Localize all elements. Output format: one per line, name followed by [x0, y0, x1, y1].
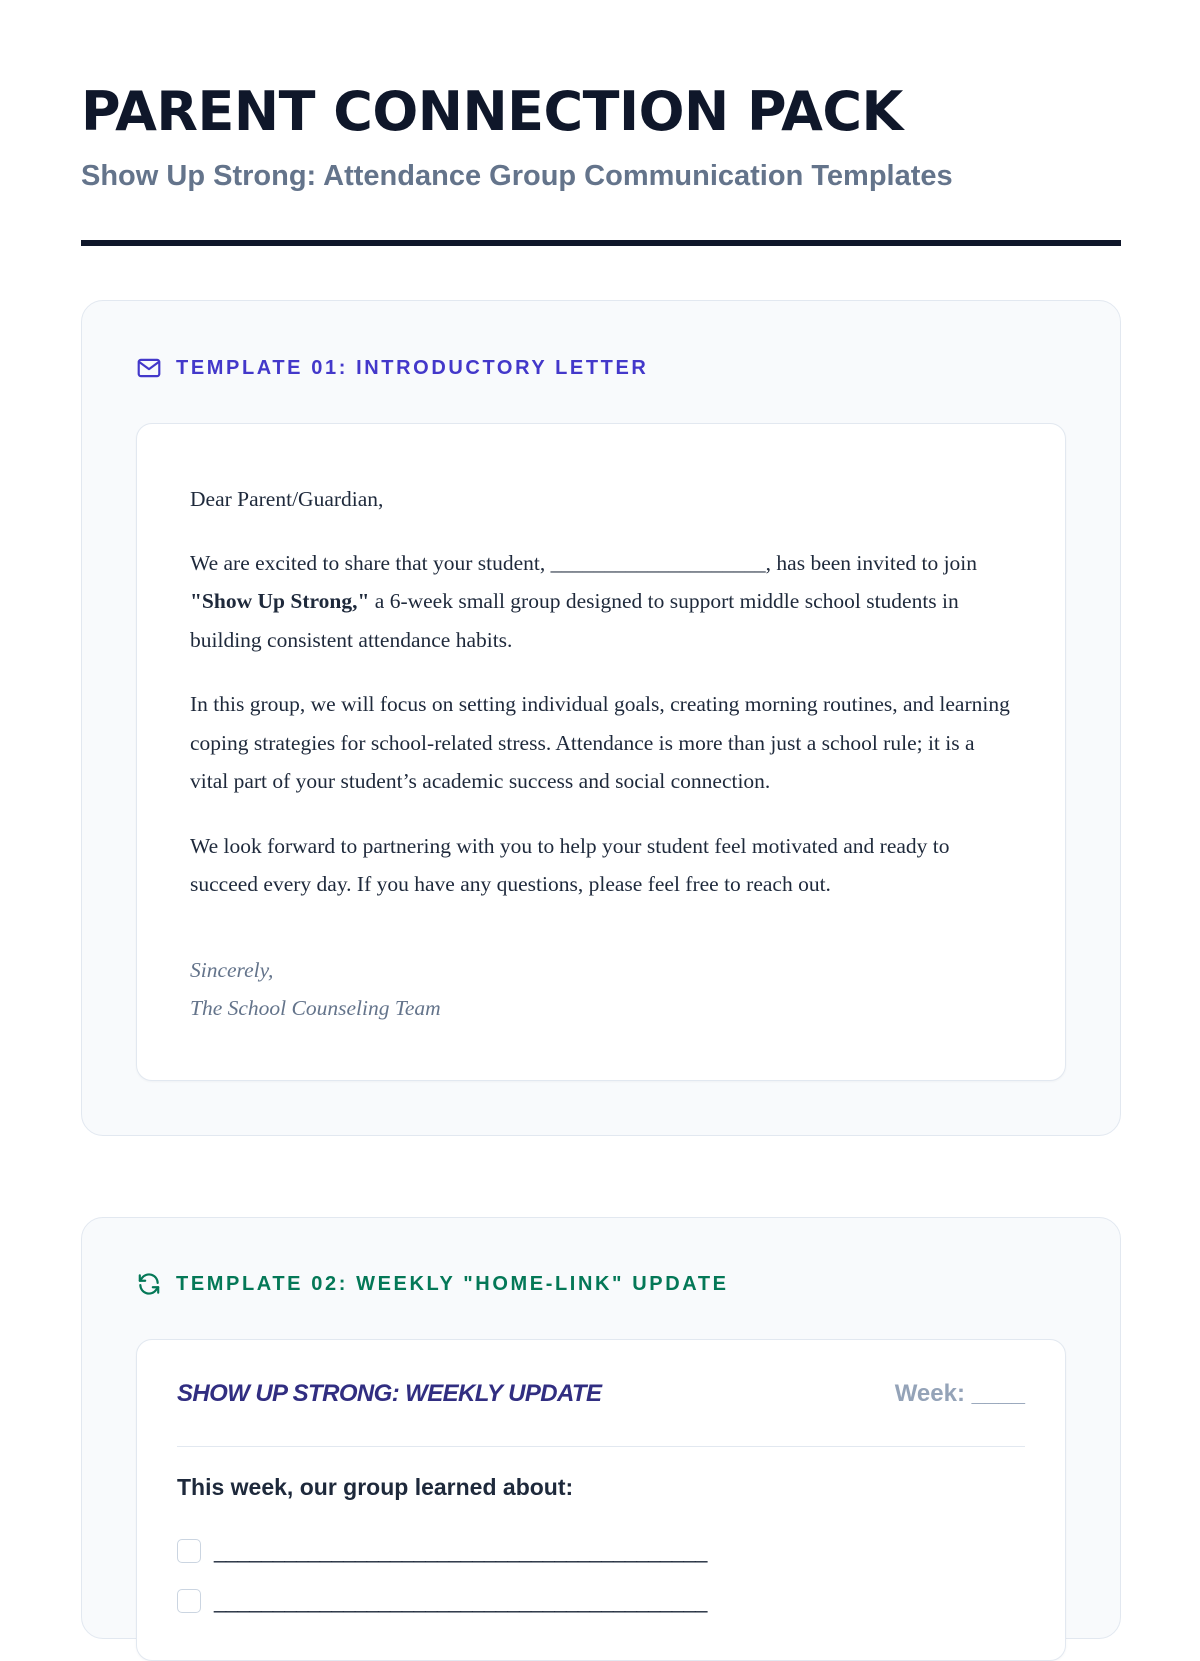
page-title: PARENT CONNECTION PACK	[81, 80, 903, 143]
learned-item	[177, 1538, 707, 1564]
template-01-section	[81, 300, 1121, 1136]
letter-paragraph-3: We look forward to partnering with you to help your student feel motivated and ready to succeed every day. If you have any questions, please feel free to reach out.	[190, 833, 950, 896]
envelope-icon	[136, 355, 162, 381]
learned-item-checkbox[interactable]	[177, 1539, 201, 1563]
title-divider	[81, 240, 1121, 246]
refresh-icon	[136, 1271, 162, 1297]
letter-paragraph-1	[190, 544, 1010, 660]
week-number-field[interactable]: Week: ____	[894, 1380, 1025, 1407]
letter-signature: The School Counseling Team	[190, 996, 441, 1020]
letter-closing: Sincerely,	[190, 957, 274, 982]
learned-item	[177, 1588, 707, 1614]
letter-greeting: Dear Parent/Guardian,	[190, 487, 384, 511]
letter-card	[136, 423, 1066, 1081]
learned-item-checkbox[interactable]	[177, 1589, 201, 1613]
weekly-update-card	[136, 1339, 1066, 1661]
weekly-update-title: SHOW UP STRONG: WEEKLY UPDATE	[177, 1380, 602, 1407]
learned-about-label: This week, our group learned about:	[177, 1474, 574, 1500]
card-divider	[177, 1446, 1025, 1447]
letter-p1-start: We are excited to share that your student,	[190, 550, 551, 575]
letter-signature-block	[190, 951, 1010, 1028]
letter-p1-end: a 6-week small group designed to support middle school students in building consistent attendance habits.	[190, 589, 959, 652]
letter-paragraph-2: In this group, we will focus on setting individual goals, creating morning routines, and learning coping strategies for school-related stress. Attendance is more than just a school rule; it is a vital part of your student’s academic success and social connection.	[190, 692, 1010, 793]
learned-item-blank[interactable]: __________________________________________	[214, 1538, 707, 1563]
page-subtitle: Show Up Strong: Attendance Group Communication Templates	[81, 160, 953, 192]
letter-p1-mid: , has been invited to join	[765, 550, 978, 575]
group-name: "Show Up Strong,"	[190, 589, 370, 613]
learned-item-blank[interactable]: __________________________________________	[214, 1588, 707, 1613]
template-02-header	[136, 1271, 729, 1297]
letter-body	[190, 480, 1010, 1028]
template-01-label: TEMPLATE 01: INTRODUCTORY LETTER	[176, 357, 649, 379]
student-name-blank: ____________________	[550, 550, 766, 575]
template-02-section	[81, 1217, 1121, 1639]
template-01-header	[136, 355, 648, 381]
template-02-label: TEMPLATE 02: WEEKLY "HOME-LINK" UPDATE	[176, 1273, 729, 1295]
